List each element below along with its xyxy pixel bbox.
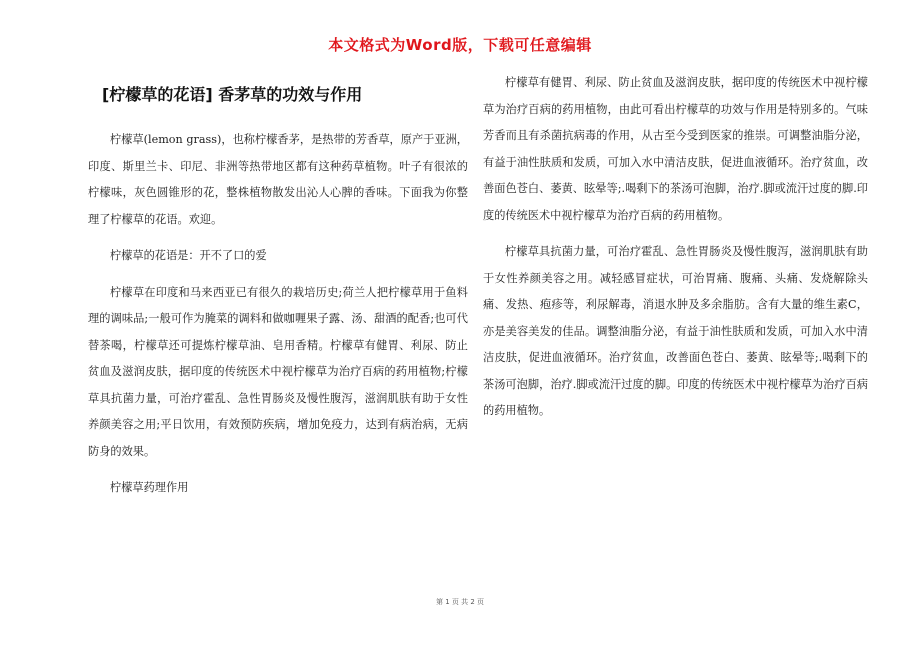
paragraph-benefits: 柠檬草有健胃、利尿、防止贫血及滋润皮肤，据印度的传统医术中视柠檬草为治疗百病的药用植物，由此可看出柠檬草的功效与作用是特别多的。气味芳香而且有杀菌抗病毒的作用，从古至今受到医家的推崇。可调整油脂分泌，有益于油性肤质和发质，可加入水中清洁皮肤，促进血液循环。治疗贫血，改善面色苍白、萎黄、眩晕等;.喝剩下的茶汤可泡脚，治疗.脚或流汗过度的脚.印度的传统医术中视柠檬草为治疗百病的药用植物。 (483, 76, 868, 222)
section-heading-pharmacology: 柠檬草药理作用 (110, 481, 189, 494)
right-column (483, 70, 868, 425)
paragraph-antibacterial: 柠檬草具抗菌力量，可治疗霍乱、急性胃肠炎及慢性腹泻，滋润肌肤有助于女性养颜美容之用。减轻感冒症状，可治胃痛、腹痛、头痛、发烧解除头痛、发热、疱疹等，利尿解毒，消退水肿及多余脂肪。含有大量的维生素C，亦是美容美发的佳品。调整油脂分泌，有益于油性肤质和发质，可加入水中清洁皮肤，促进血液循环。治疗贫血，改善面色苍白、萎黄、眩晕等;.喝剩下的茶汤可泡脚，治疗.脚或流汗过度的脚。印度的传统医术中视柠檬草为治疗百病的药用植物。 (483, 245, 868, 417)
paragraph-history: 柠檬草在印度和马来西亚已有很久的栽培历史;荷兰人把柠檬草用于鱼料理的调味品;一般可作为腌菜的调料和做咖喱果子露、汤、甜酒的配香;也可代替茶喝，柠檬草还可提炼柠檬草油、皂用香精。柠檬草有健胃、利尿、防止贫血及滋润皮肤，据印度的传统医术中视柠檬草为治疗百病的药用植物;柠檬草具抗菌力量，可治疗霍乱、急性胃肠炎及慢性腹泻，滋润肌肤有助于女性养颜美容之用;平日饮用，有效预防疾病，增加免疫力，达到有病治病，无病防身的效果。 (88, 285, 468, 458)
left-column (88, 70, 468, 502)
paragraph-flower-language: 柠檬草的花语是：开不了口的爱 (110, 249, 267, 262)
document-title: [柠檬草的花语] 香茅草的功效与作用 (102, 85, 363, 104)
paragraph-intro: 柠檬草(lemon grass)，也称柠檬香茅，是热带的芳香草，原产于亚洲，印度、斯里兰卡、印尼、非洲等热带地区都有这种药草植物。叶子有很浓的柠檬味，灰色圆锥形的花，整株植物散发出沁人心脾的香味。下面我为你整理了柠檬草的花语。欢迎。 (88, 133, 468, 226)
page-number: 第 1 页 共 2 页 (435, 598, 485, 606)
download-banner: 本文格式为Word版，下载可任意编辑 (328, 36, 592, 54)
